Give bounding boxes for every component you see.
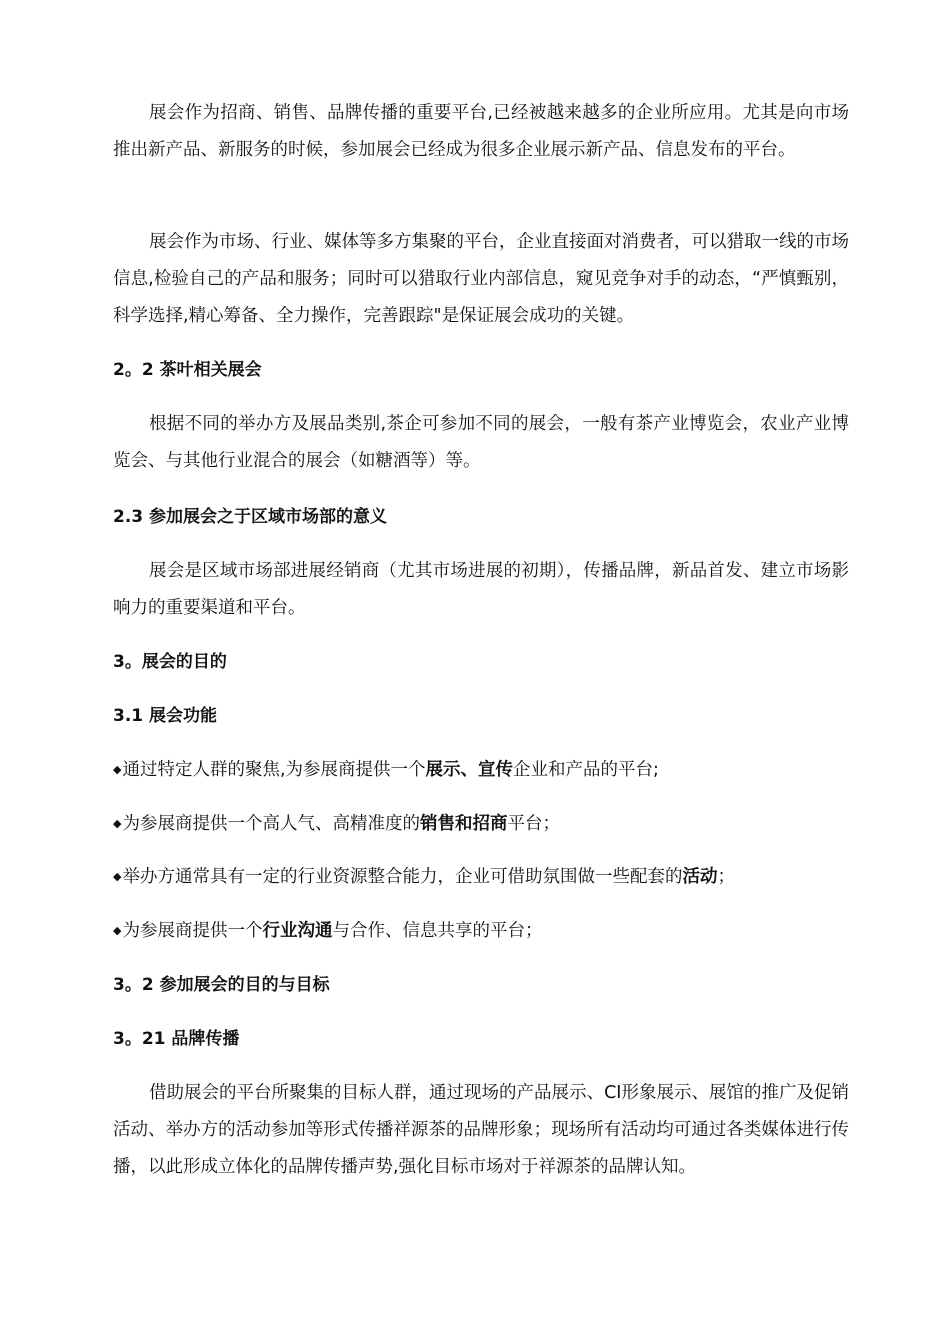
bullet-text-bold: 活动 xyxy=(682,867,718,887)
bullet-text-after: 企业和产品的平台; xyxy=(513,760,659,780)
paragraph-exhibition-platform: 展会作为招商、销售、品牌传播的重要平台,已经被越来越多的企业所应用。尤其是向市场推出新产品、新服务的时候，参加展会已经成为很多企业展示新产品、信息发布的平台。 xyxy=(113,103,849,160)
bullet-text-after: 与合作、信息共享的平台； xyxy=(332,921,543,941)
paragraph-exhibition-market-info: 展会作为市场、行业、媒体等多方集聚的平台，企业直接面对消费者，可以猎取一线的市场信息,检验自己的产品和服务；同时可以猎取行业内部信息，窥见竞争对手的动态，“严慎甄别，科学选择,精心筹备、全力操作，完善跟踪"是保证展会成功的关键。 xyxy=(113,232,849,326)
bullet-text-bold: 行业沟通 xyxy=(262,921,333,941)
paragraph-tea-exhibitions: 根据不同的举办方及展品类别,茶企可参加不同的展会，一般有茶产业博览会，农业产业博览会、与其他行业混合的展会（如糖酒等）等。 xyxy=(113,414,849,471)
bullet-text-before: 为参展商提供一个 xyxy=(122,921,263,941)
paragraph-regional-significance: 展会是区域市场部进展经销商（尤其市场进展的初期），传播品牌，新品首发、建立市场影响力的重要渠道和平台。 xyxy=(113,561,849,618)
bullet-item xyxy=(113,865,849,889)
bullet-text-bold: 销售和招商 xyxy=(419,814,508,834)
bullet-item xyxy=(113,812,849,836)
paragraph-brand-communication: 借助展会的平台所聚集的目标人群，通过现场的产品展示、CI形象展示、展馆的推广及促销活动、举办方的活动参加等形式传播祥源茶的品牌形象；现场所有活动均可通过各类媒体进行传播，以此形成立体化的品牌传播声势,强化目标市场对于祥源茶的品牌认知。 xyxy=(113,1083,849,1177)
bullet-text-before: 为参展商提供一个高人气、高精准度的 xyxy=(122,814,420,834)
bullet-text-after: ； xyxy=(717,867,735,887)
bullet-text-before: 通过特定人群的聚焦,为参展商提供一个 xyxy=(122,760,426,780)
heading-2-3: 2.3 参加展会之于区域市场部的意义 xyxy=(113,507,388,527)
diamond-bullet-icon: ◆ xyxy=(113,870,122,883)
diamond-bullet-icon: ◆ xyxy=(113,763,122,776)
heading-2-2: 2。2 茶叶相关展会 xyxy=(113,360,262,380)
bullet-text-after: 平台； xyxy=(507,814,560,834)
bullet-text-bold: 展示、宣传 xyxy=(425,760,514,780)
bullet-item xyxy=(113,758,849,782)
heading-3-1: 3.1 展会功能 xyxy=(113,706,218,726)
bullet-item xyxy=(113,919,849,943)
heading-3-2: 3。2 参加展会的目的与目标 xyxy=(113,975,330,995)
diamond-bullet-icon: ◆ xyxy=(113,924,122,937)
heading-3-21: 3。21 品牌传播 xyxy=(113,1029,240,1049)
diamond-bullet-icon: ◆ xyxy=(113,817,122,830)
bullet-text-before: 举办方通常具有一定的行业资源整合能力，企业可借助氛围做一些配套的 xyxy=(122,867,683,887)
heading-3: 3。展会的目的 xyxy=(113,652,227,672)
